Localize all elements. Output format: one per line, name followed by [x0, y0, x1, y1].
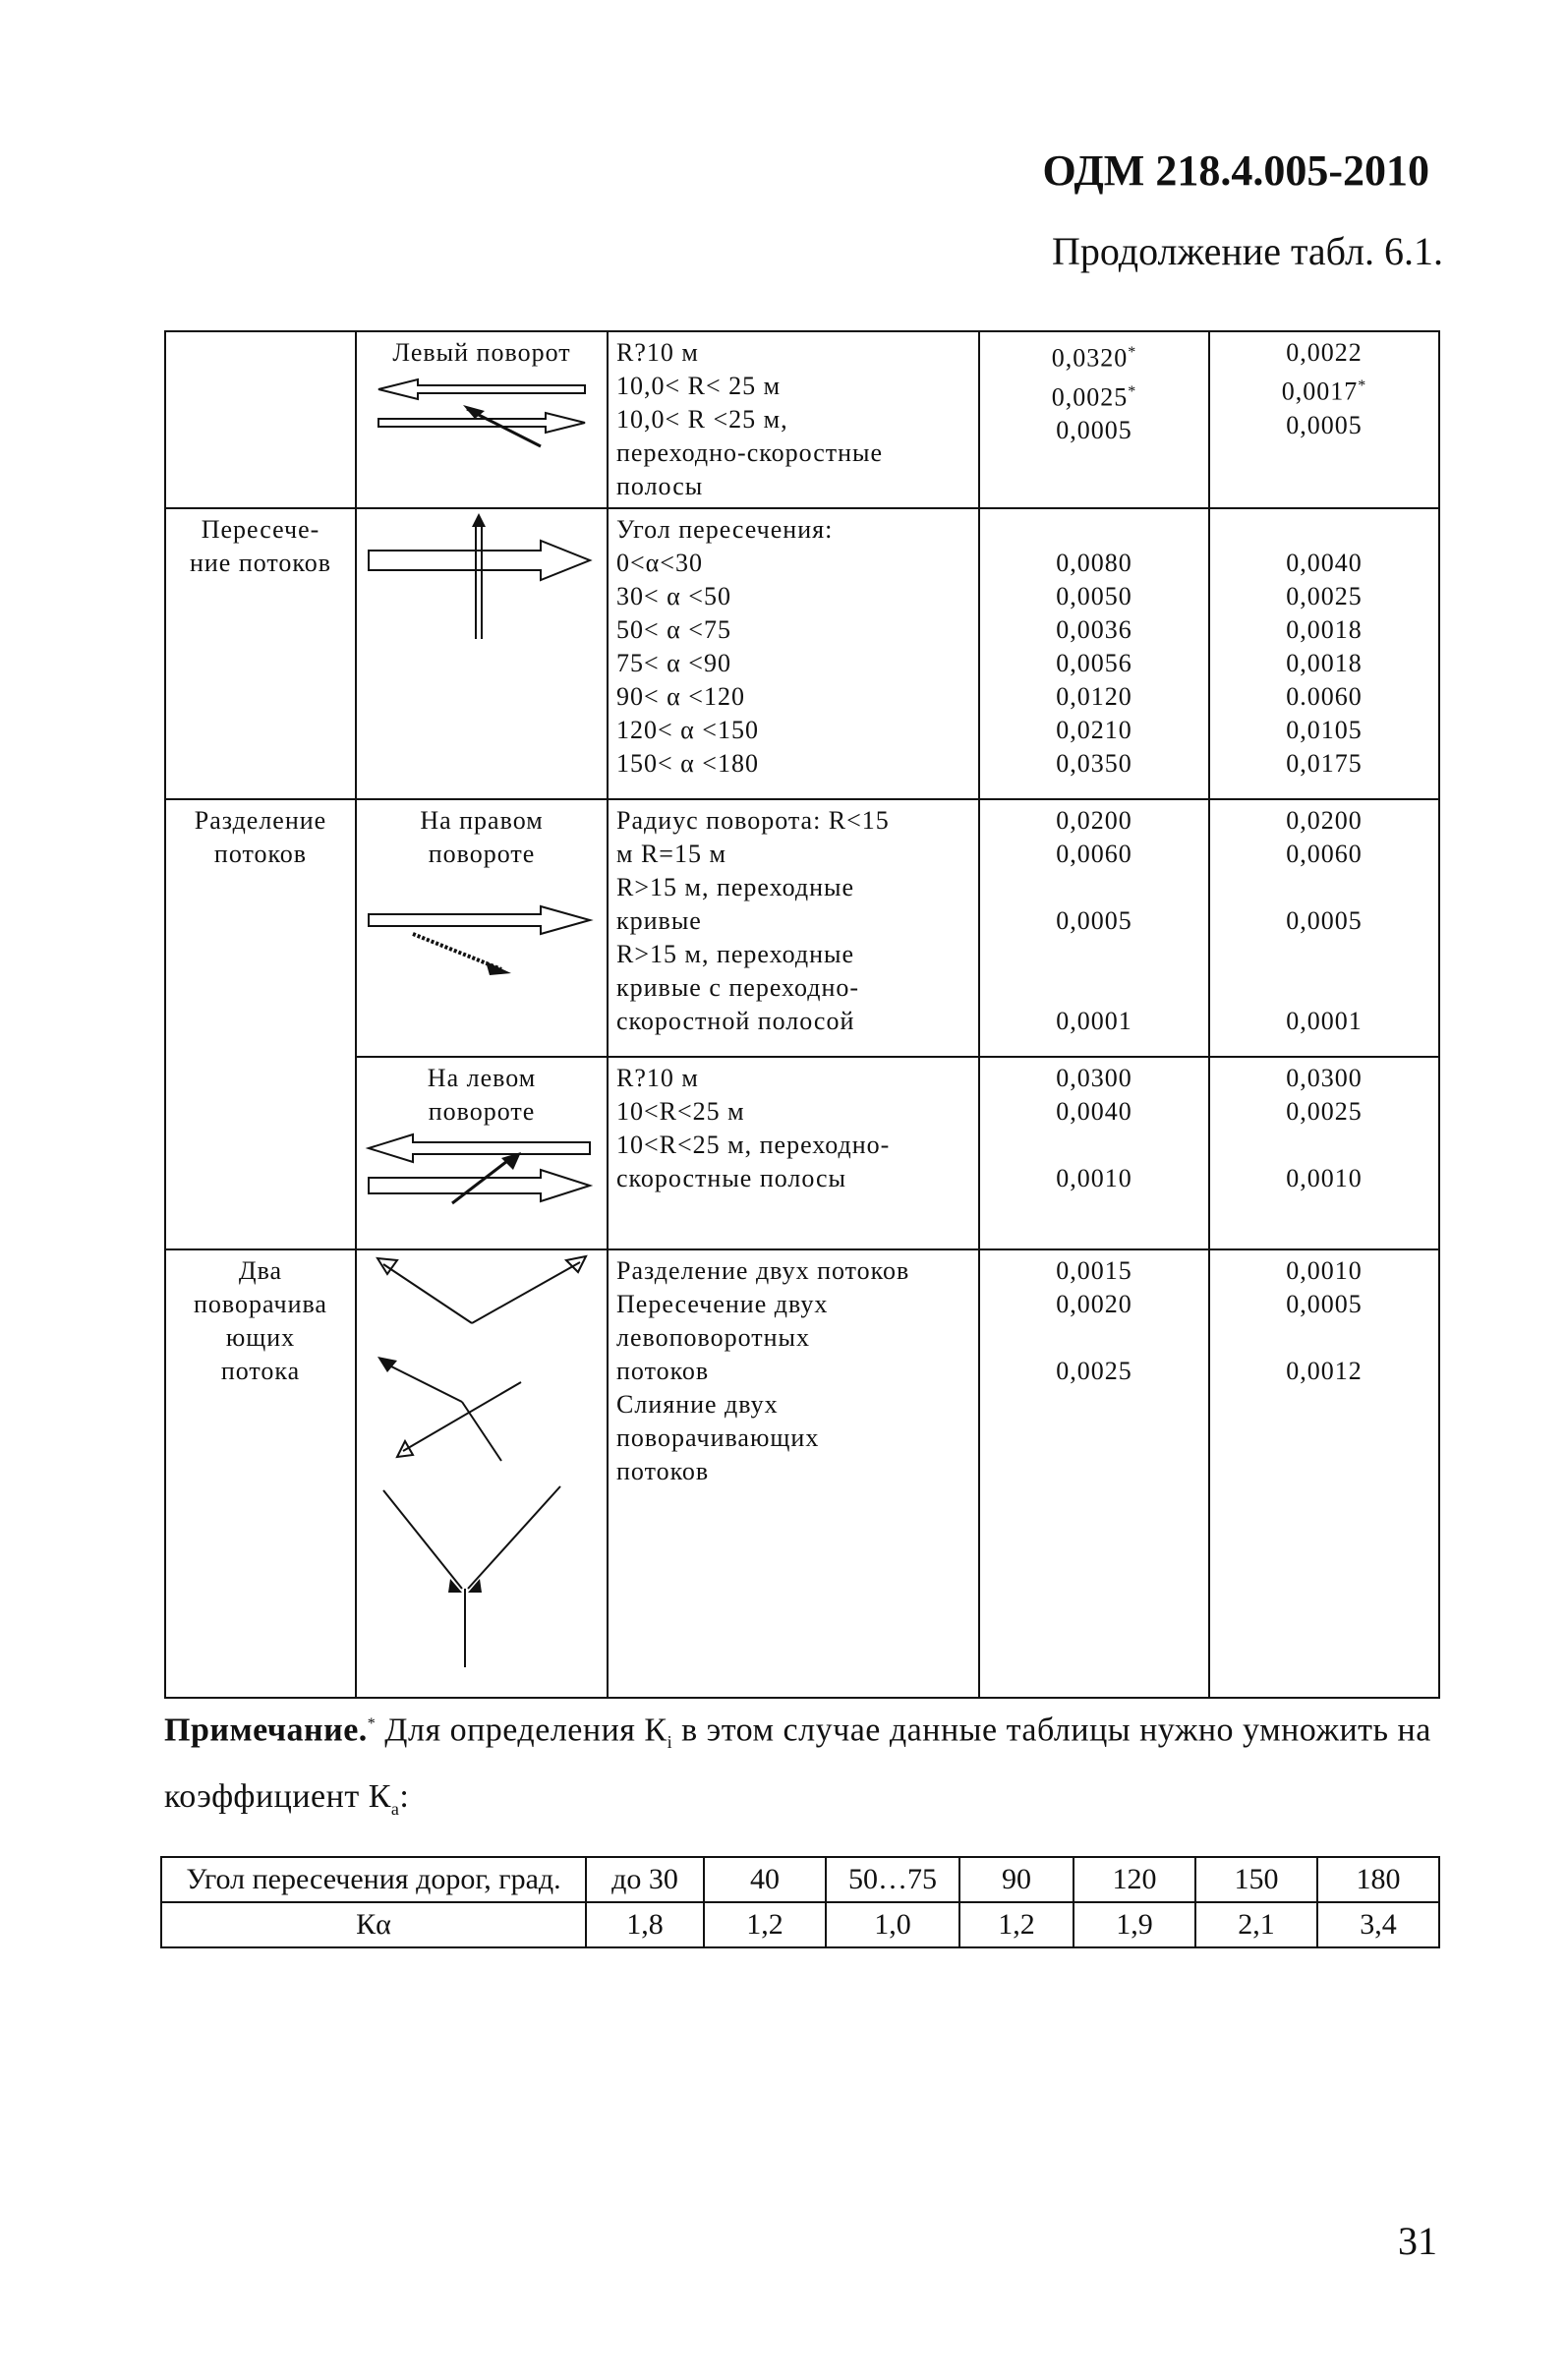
- table-row-left-turn: [165, 331, 1439, 508]
- cell-split-right-conditions: Радиус поворота: R<15 м R=15 м R>15 м, переходные кривые R>15 м, переходные кривые с переходно- скоростной полосой: [608, 799, 979, 1057]
- table-row-two-turning: [165, 1249, 1439, 1698]
- footnote-marker: *: [367, 1715, 377, 1732]
- cell-empty: [165, 331, 356, 508]
- angle-cell: 120: [1074, 1857, 1195, 1902]
- crossing-diagram-icon: [364, 513, 600, 641]
- cell-crossing-diagram: [356, 508, 608, 799]
- left-turn-diagram-icon: [369, 370, 595, 448]
- cell-split-label: Разделение потоков: [165, 799, 356, 1249]
- cell-crossing-values-a: 0,0080 0,0050 0,0036 0,0056 0,0120 0,0210 0,0350: [979, 508, 1209, 799]
- cell-two-turning-values-a: 0,0015 0,0020 0,0025: [979, 1249, 1209, 1698]
- angle-cell: 180: [1317, 1857, 1439, 1902]
- angle-header-label: Угол пересечения дорог, град.: [161, 1857, 586, 1902]
- note-label: Примечание.: [164, 1712, 368, 1749]
- document-code: ОДМ 218.4.005-2010: [1042, 146, 1429, 195]
- coefficient-cell: 2,1: [1195, 1902, 1317, 1947]
- angle-cell: 40: [704, 1857, 826, 1902]
- coefficient-label: Кα: [161, 1902, 586, 1947]
- cell-two-turning-diagrams: [356, 1249, 608, 1698]
- cell-crossing-values-b: 0,0040 0,0025 0,0018 0,0018 0.0060 0,0105 0,0175: [1209, 508, 1439, 799]
- table-note: Примечание.* Для определения $К_i$ в этом случае данные таблицы нужно умножить на коэффициент $К_a$:: [164, 1712, 1431, 1819]
- angle-coefficient-table: [160, 1856, 1440, 1948]
- split-right-diagram-icon: [364, 900, 600, 989]
- split-left-diagram-icon: [364, 1129, 600, 1207]
- cell-crossing-label: Пересече- ние потоков: [165, 508, 356, 799]
- table-row-split-left: [165, 1057, 1439, 1249]
- coefficient-cell: 1,8: [586, 1902, 704, 1947]
- cell-split-left-values-b: 0,0300 0,0025 0,0010: [1209, 1057, 1439, 1249]
- cell-split-left: На левом повороте: [356, 1057, 608, 1249]
- angle-cell: 150: [1195, 1857, 1317, 1902]
- conflict-coefficient-table: [164, 330, 1440, 1699]
- page-number: 31: [1398, 2219, 1437, 2263]
- table-continuation-caption: Продолжение табл. 6.1.: [1052, 229, 1443, 273]
- coefficient-cell: 1,2: [959, 1902, 1074, 1947]
- cell-split-left-conditions: R?10 м 10<R<25 м 10<R<25 м, переходно- скоростные полосы: [608, 1057, 979, 1249]
- cell-two-turning-values-b: 0,0010 0,0005 0,0012: [1209, 1249, 1439, 1698]
- cell-left-turn: [356, 331, 608, 508]
- coefficient-row: [161, 1902, 1439, 1947]
- coefficient-cell: 1,9: [1074, 1902, 1195, 1947]
- cell-left-turn-values-a: 0,0320* 0,0025* 0,0005: [979, 331, 1209, 508]
- coefficient-cell: 3,4: [1317, 1902, 1439, 1947]
- cell-left-turn-conditions: R?10 м 10,0< R< 25 м 10,0< R <25 м, переходно-скоростные полосы: [608, 331, 979, 508]
- cell-left-turn-values-b: 0,0022 0,0017* 0,0005: [1209, 331, 1439, 508]
- table-row-crossing: [165, 508, 1439, 799]
- two-turning-flows-diagram-icon: [364, 1254, 600, 1677]
- cell-two-turning-label: Два поворачива ющих потока: [165, 1249, 356, 1698]
- cell-crossing-conditions: Угол пересечения: 0<α<30 30< α <50 50< α <75 75< α <90 90< α <120 120< α <150 150< α <180: [608, 508, 979, 799]
- cell-split-right: На правом повороте: [356, 799, 608, 1057]
- table-row-split-right: [165, 799, 1439, 1057]
- coefficient-cell: 1,2: [704, 1902, 826, 1947]
- angle-cell: до 30: [586, 1857, 704, 1902]
- angle-cell: 90: [959, 1857, 1074, 1902]
- cell-two-turning-conditions: Разделение двух потоков Пересечение двух левоповоротных потоков Слияние двух поворачивающих потоков: [608, 1249, 979, 1698]
- angle-header-row: [161, 1857, 1439, 1902]
- coefficient-cell: 1,0: [826, 1902, 959, 1947]
- angle-cell: 50…75: [826, 1857, 959, 1902]
- cell-split-left-values-a: 0,0300 0,0040 0,0010: [979, 1057, 1209, 1249]
- left-turn-label: Левый поворот: [392, 338, 571, 367]
- cell-split-right-values-a: 0,0200 0,0060 0,0005 0,0001: [979, 799, 1209, 1057]
- cell-split-right-values-b: 0,0200 0,0060 0,0005 0,0001: [1209, 799, 1439, 1057]
